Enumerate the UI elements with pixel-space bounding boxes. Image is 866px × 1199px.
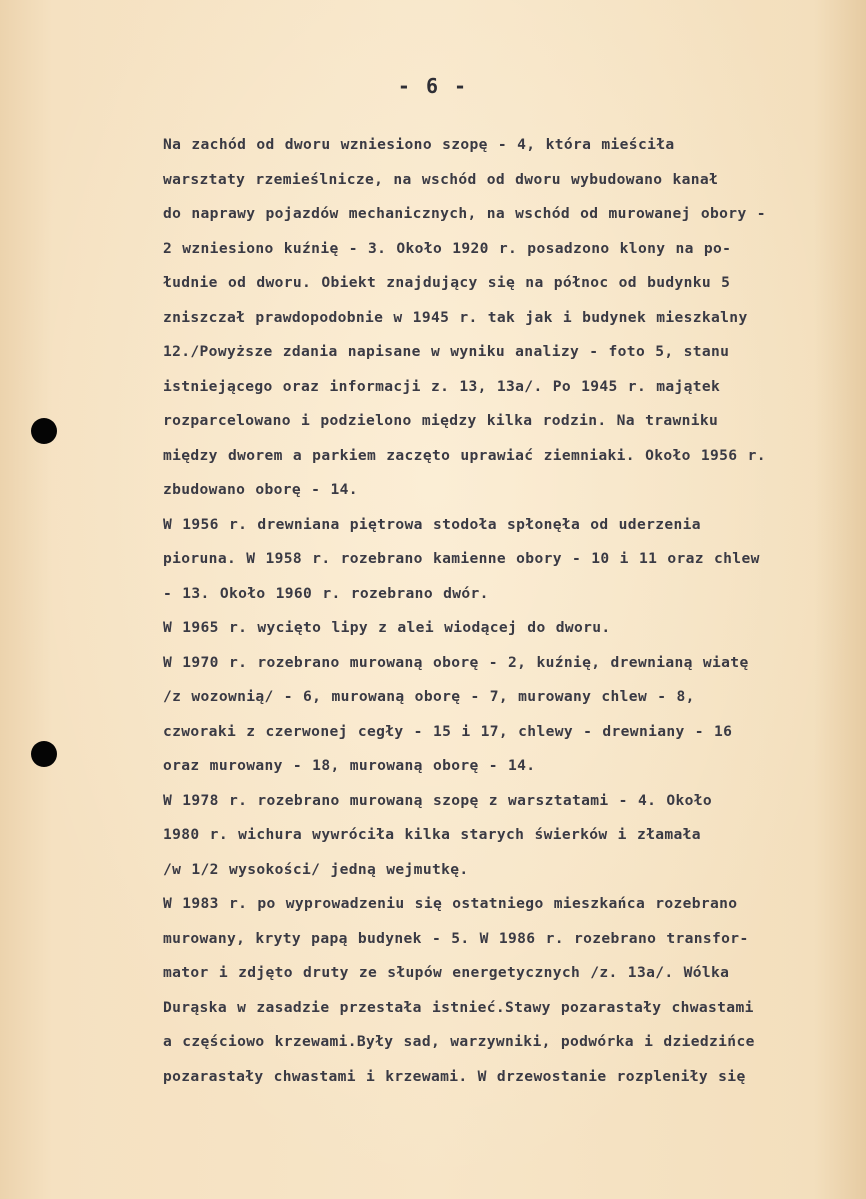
- text-line: 2 wzniesiono kuźnię - 3. Około 1920 r. posadzono klony na po-: [163, 239, 732, 257]
- punch-hole: [31, 741, 57, 767]
- text-line: W 1965 r. wycięto lipy z alei wiodącej do dworu.: [163, 619, 611, 636]
- page-number: - 6 -: [397, 74, 469, 98]
- text-line: oraz murowany - 18, murowaną oborę - 14.: [163, 757, 536, 774]
- text-line: Na zachód od dworu wzniesiono szopę - 4, która mieściła: [163, 136, 675, 153]
- text-line: /w 1/2 wysokości/ jedną wejmutkę.: [163, 860, 469, 878]
- text-line: 1980 r. wichura wywróciła kilka starych świerków i złamała: [163, 826, 701, 843]
- text-line: rozparcelowano i podzielono między kilka rodzin. Na trawniku: [163, 412, 719, 429]
- punch-hole: [31, 418, 57, 444]
- text-line: a częściowo krzewami.Były sad, warzywniki, podwórka i dziedzińce: [163, 1033, 755, 1050]
- text-line: W 1978 r. rozebrano murowaną szopę z warsztatami - 4. Około: [163, 791, 713, 809]
- text-line: do naprawy pojazdów mechanicznych, na wschód od murowanej obory -: [163, 205, 766, 222]
- text-line: - 13. Około 1960 r. rozebrano dwór.: [163, 584, 489, 602]
- text-line: warsztaty rzemieślnicze, na wschód od dworu wybudowano kanał: [163, 170, 719, 188]
- text-line: 12./Powyższe zdania napisane w wyniku analizy - foto 5, stanu: [163, 343, 730, 360]
- typed-text-body: [163, 128, 839, 1094]
- text-line: W 1956 r. drewniana piętrowa stodoła spłonęła od uderzenia: [163, 515, 701, 533]
- text-line: W 1970 r. rozebrano murowaną oborę - 2, kuźnię, drewnianą wiatę: [163, 653, 749, 671]
- text-line: czworaki z czerwonej cegły - 15 i 17, chlewy - drewniany - 16: [163, 722, 733, 740]
- text-line: Durąska w zasadzie przestała istnieć.Stawy pozarastały chwastami: [163, 998, 754, 1016]
- text-line: istniejącego oraz informacji z. 13, 13a/. Po 1945 r. majątek: [163, 377, 721, 395]
- text-line: W 1983 r. po wyprowadzeniu się ostatniego mieszkańca rozebrano: [163, 895, 738, 912]
- text-line: mator i zdjęto druty ze słupów energetycznych /z. 13a/. Wólka: [163, 964, 730, 981]
- text-line: zniszczał prawdopodobnie w 1945 r. tak jak i budynek mieszkalny: [163, 308, 748, 326]
- text-line: murowany, kryty papą budynek - 5. W 1986 r. rozebrano transfor-: [163, 929, 749, 947]
- text-line: /z wozownią/ - 6, murowaną oborę - 7, murowany chlew - 8,: [163, 688, 695, 705]
- text-line: zbudowano oborę - 14.: [163, 481, 358, 498]
- text-line: pioruna. W 1958 r. rozebrano kamienne obory - 10 i 11 oraz chlew: [163, 550, 760, 567]
- text-line: łudnie od dworu. Obiekt znajdujący się na północ od budynku 5: [163, 274, 731, 291]
- text-line: pozarastały chwastami i krzewami. W drzewostanie rozpleniły się: [163, 1067, 746, 1085]
- text-line: między dworem a parkiem zaczęto uprawiać ziemniaki. Około 1956 r.: [163, 446, 766, 464]
